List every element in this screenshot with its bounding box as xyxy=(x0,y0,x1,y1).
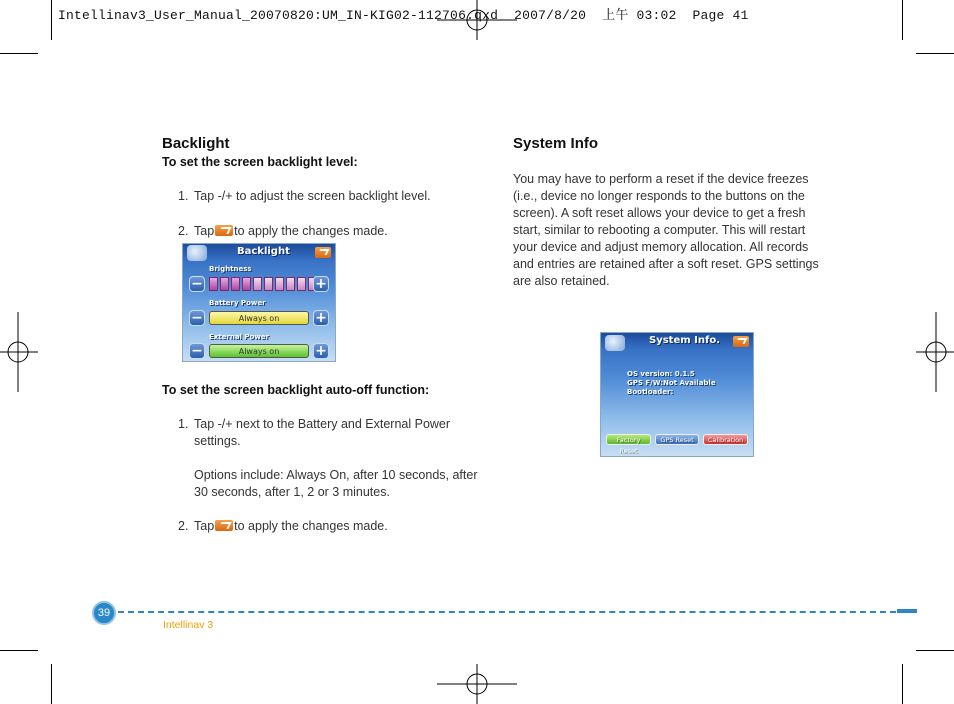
crop-mark xyxy=(916,53,954,54)
back-arrow-icon[interactable] xyxy=(733,336,749,347)
gps-reset-button[interactable]: GPS Reset xyxy=(655,434,699,445)
crop-mark xyxy=(916,650,954,651)
crop-mark xyxy=(0,650,38,651)
footer-divider xyxy=(118,611,906,613)
registration-mark-left xyxy=(0,312,40,392)
screen-title: Backlight xyxy=(237,246,290,257)
gps-firmware-text: GPS F/W:Not Available xyxy=(627,379,716,387)
backlight-screenshot xyxy=(182,243,336,362)
crop-mark xyxy=(902,0,903,40)
paragraph-line: and entries are retained after a soft reset. GPS settings xyxy=(513,257,819,271)
step-text-pre: Tap xyxy=(194,519,215,533)
brightness-minus-button[interactable]: − xyxy=(189,276,205,292)
paragraph-line: are also retained. xyxy=(513,274,610,288)
battery-minus-button[interactable]: − xyxy=(189,310,205,326)
paragraph-line: (i.e., device no longer responds to the buttons on the xyxy=(513,189,805,203)
brightness-segment xyxy=(220,277,229,291)
step-text: Tap -/+ next to the Battery and External Power xyxy=(194,417,451,431)
battery-power-label: Battery Power xyxy=(209,299,266,307)
calibration-button[interactable]: Calibration xyxy=(703,434,748,445)
options-text: Options include: Always On, after 10 seconds, after xyxy=(194,468,478,482)
bootloader-text: Bootloader: xyxy=(627,388,674,396)
options-text-continued: 30 seconds, after 1, 2 or 3 minutes. xyxy=(194,485,390,499)
brightness-segment xyxy=(275,277,284,291)
back-arrow-icon[interactable] xyxy=(315,247,331,258)
backlight-app-icon xyxy=(187,245,207,261)
crop-mark xyxy=(51,664,52,704)
step-number: 2. xyxy=(178,519,189,533)
system-info-paragraph xyxy=(513,171,819,290)
battery-plus-button[interactable]: + xyxy=(313,310,329,326)
brightness-label: Brightness xyxy=(209,265,252,273)
step-number: 1. xyxy=(178,417,189,431)
step-number: 1. xyxy=(178,189,189,203)
brightness-segment xyxy=(253,277,262,291)
step-tap-plus-minus xyxy=(178,416,450,433)
factory-reset-button[interactable]: Factory Reset xyxy=(606,434,651,445)
slug-line: Intellinav3_User_Manual_20070820:UM_IN-KIG02-112706.qxd 2007/8/20 上午 03:02 Page 41 xyxy=(58,8,749,23)
brightness-segment xyxy=(231,277,240,291)
paragraph-line: start, similar to rebooting a computer. This will restart xyxy=(513,223,806,237)
registration-mark-right xyxy=(914,312,954,392)
system-info-screenshot xyxy=(600,332,754,457)
step-text-post: to apply the changes made. xyxy=(234,224,388,238)
step-text: Tap -/+ to adjust the screen backlight level. xyxy=(194,189,431,203)
registration-mark-top xyxy=(437,0,517,40)
step-number: 2. xyxy=(178,224,189,238)
paragraph-line: your device and adjust memory allocation. All records xyxy=(513,240,809,254)
brightness-segment xyxy=(242,277,251,291)
brightness-segment xyxy=(286,277,295,291)
os-version-text: OS version: 0.1.5 xyxy=(627,370,695,378)
back-arrow-icon xyxy=(215,225,233,236)
paragraph-line: screen). A soft reset allows your device to get a fresh xyxy=(513,206,806,220)
auto-off-subheading: To set the screen backlight auto-off function: xyxy=(162,383,430,397)
screen-title: System Info. xyxy=(649,335,720,346)
step-text-pre: Tap xyxy=(194,224,215,238)
external-plus-button[interactable]: + xyxy=(313,343,329,359)
crop-mark xyxy=(0,53,38,54)
external-minus-button[interactable]: − xyxy=(189,343,205,359)
footer-product-name: Intellinav 3 xyxy=(163,619,214,631)
page-number-badge: 39 xyxy=(92,601,116,625)
step-text-continued: settings. xyxy=(194,434,241,448)
brightness-slider[interactable] xyxy=(209,277,317,291)
backlight-heading: Backlight xyxy=(162,135,230,152)
back-arrow-icon xyxy=(215,520,233,531)
paragraph-line: You may have to perform a reset if the device freezes xyxy=(513,172,809,186)
brightness-segment xyxy=(264,277,273,291)
step-adjust-level xyxy=(178,188,431,205)
external-power-label: External Power xyxy=(209,333,269,341)
external-power-value[interactable]: Always on xyxy=(209,344,309,358)
battery-power-value[interactable]: Always on xyxy=(209,311,309,325)
crop-mark xyxy=(902,664,903,704)
system-info-heading: System Info xyxy=(513,135,599,152)
brightness-plus-button[interactable]: + xyxy=(313,276,329,292)
crop-mark xyxy=(51,0,52,40)
brightness-segment xyxy=(209,277,218,291)
footer-divider-end xyxy=(897,609,917,613)
step-text-post: to apply the changes made. xyxy=(234,519,388,533)
system-info-app-icon xyxy=(605,335,625,351)
brightness-segment xyxy=(297,277,306,291)
step-apply-changes-2 xyxy=(178,518,388,535)
backlight-level-subheading: To set the screen backlight level: xyxy=(162,155,358,169)
step-apply-changes xyxy=(178,223,388,240)
registration-mark-bottom xyxy=(437,664,517,704)
